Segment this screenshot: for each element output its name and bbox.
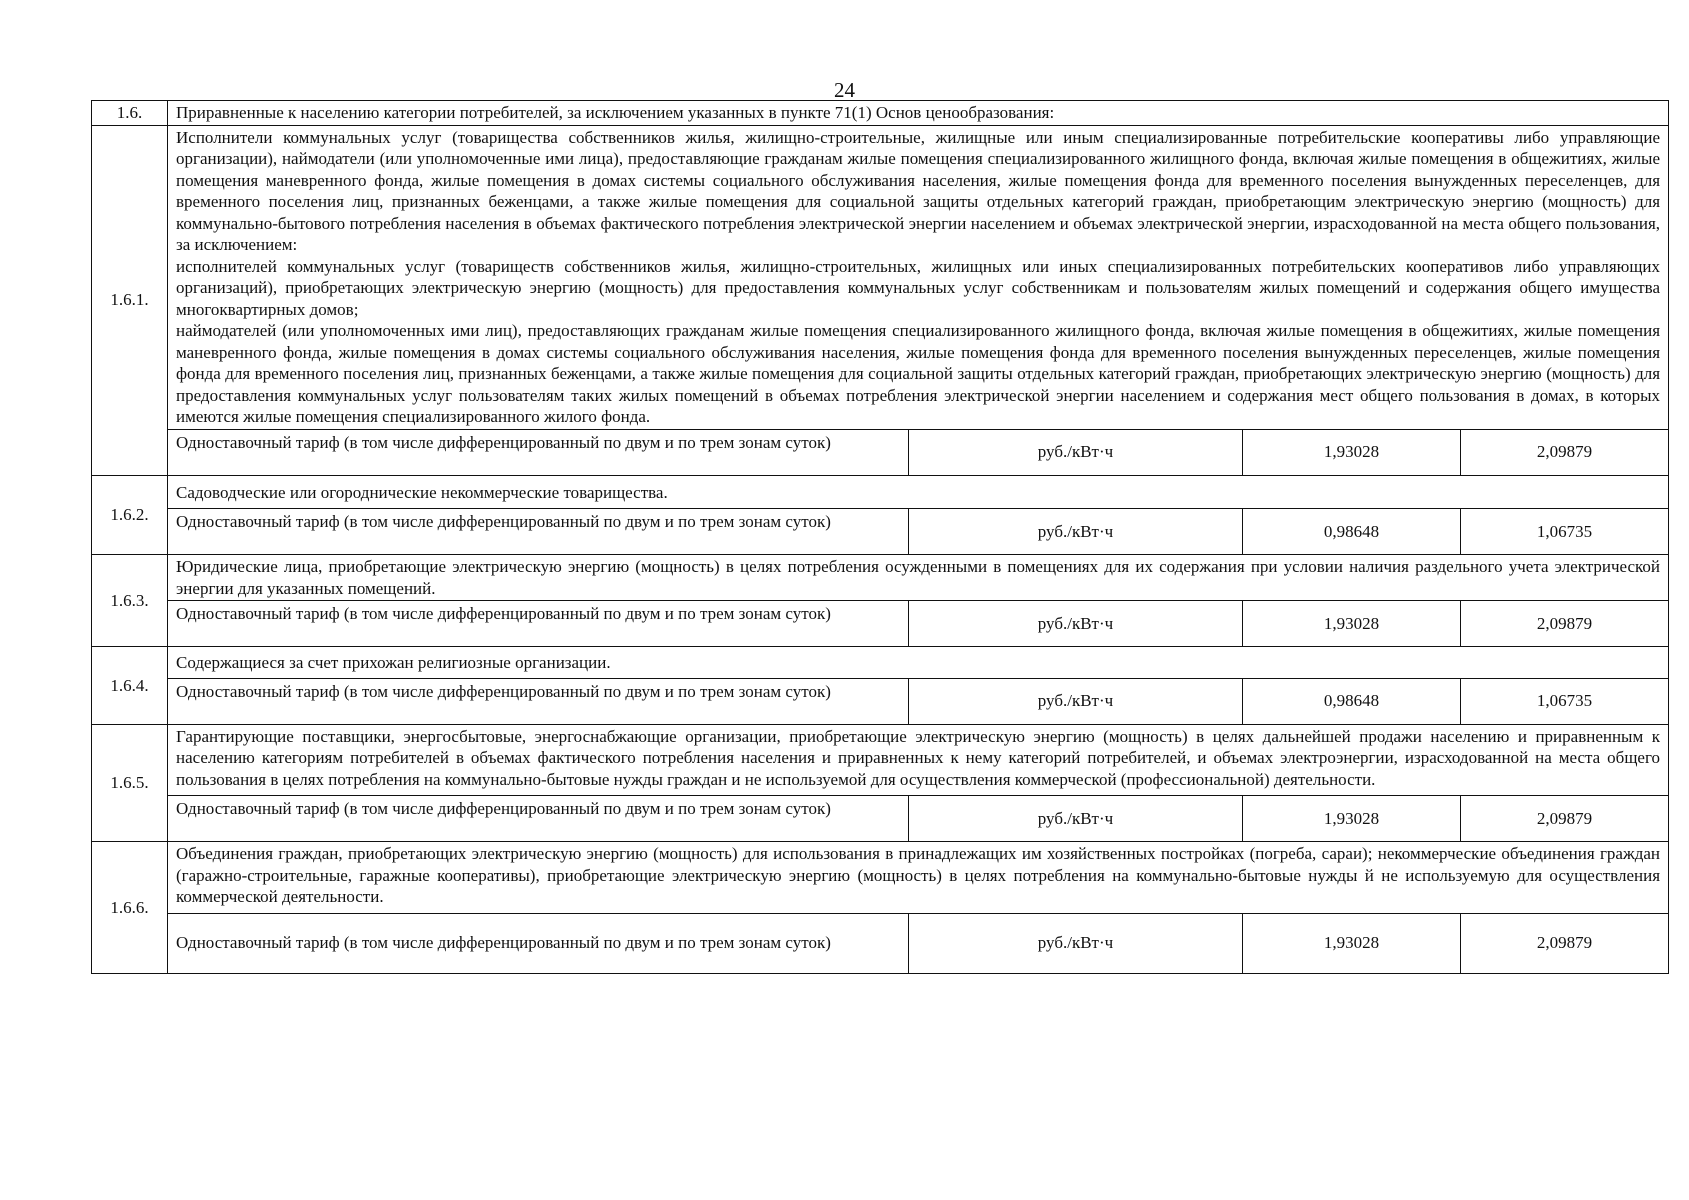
group-number: 1.6.5. <box>92 724 168 842</box>
tariff-row <box>92 678 1669 724</box>
description-paragraph: Садоводческие или огороднические некоммерческие товарищества. <box>176 482 668 502</box>
tariff-unit: руб./кВт·ч <box>909 429 1243 475</box>
description-paragraph: Содержащиеся за счет прихожан религиозные организации. <box>176 653 611 672</box>
group-number: 1.6.6. <box>92 842 168 974</box>
tariff-value-1: 1,93028 <box>1243 601 1461 647</box>
group-description <box>168 647 1669 679</box>
tariff-name: Одноставочный тариф (в том числе дифференцированный по двум и по трем зонам суток) <box>168 796 909 842</box>
group-description <box>168 125 1669 429</box>
tariff-value-2: 1,06735 <box>1461 678 1669 724</box>
tariff-unit: руб./кВт·ч <box>909 796 1243 842</box>
tariff-table <box>91 100 1669 974</box>
group-description <box>168 724 1669 796</box>
page-number: 24 <box>834 78 855 102</box>
tariff-name: Одноставочный тариф (в том числе дифференцированный по двум и по трем зонам суток) <box>168 509 909 555</box>
section-row <box>92 101 1669 126</box>
tariff-name: Одноставочный тариф (в том числе дифференцированный по двум и по трем зонам суток) <box>168 601 909 647</box>
tariff-row <box>92 509 1669 555</box>
tariff-value-2: 2,09879 <box>1461 796 1669 842</box>
tariff-name: Одноставочный тариф (в том числе дифференцированный по двум и по трем зонам суток) <box>168 913 909 973</box>
group-description <box>168 475 1669 509</box>
description-paragraph: Объединения граждан, приобретающих электрическую энергию (мощность) для использования в принадлежащих им хозяйственных постройках (погреба, сараи); некоммерческие объединения граждан (гаражно-строительные, гаражные кооперативы), приобретающие электрическую энергию (мощность) в целях потребления на коммунально-бытовые нужды й не используемую для осуществления коммерческой деятельности. <box>176 844 1661 906</box>
group-number: 1.6.3. <box>92 555 168 647</box>
tariff-row <box>92 601 1669 647</box>
group-description <box>168 555 1669 601</box>
tariff-row <box>92 796 1669 842</box>
tariff-row <box>92 429 1669 475</box>
section-title: Приравненные к населению категории потребителей, за исключением указанных в пункте 71(1) Основ ценообразования: <box>168 101 1669 126</box>
tariff-value-2: 2,09879 <box>1461 913 1669 973</box>
description-paragraph: Гарантирующие поставщики, энергосбытовые, энергоснабжающие организации, приобретающие электрическую энергию (мощность) в целях дальнейшей продажи населению и приравненным к населению категориям потребителей в объемах фактического потребления населения и приравненных к нему категорий потребителей, и объемах электроэнергии, израсходованной на места общего пользования в целях потребления на коммунально-бытовые нужды граждан и не используемой для осуществления коммерческой (профессиональной) деятельности. <box>176 726 1661 789</box>
group-description-row <box>92 842 1669 914</box>
group-description-row <box>92 555 1669 601</box>
group-description <box>168 842 1669 914</box>
description-paragraph: исполнителей коммунальных услуг (товариществ собственников жилья, жилищно-строительных, жилищных или иных специализированных потребительских кооперативов либо управляющих организаций), приобретающих электрическую энергию (мощность) для предоставления коммунальных услуг собственникам и пользователям жилых помещений и содержания общего имущества многоквартирных домов; <box>176 256 1661 319</box>
group-number: 1.6.4. <box>92 647 168 725</box>
description-paragraph: наймодателей (или уполномоченных ими лиц), предоставляющих гражданам жилые помещения специализированного жилищного фонда, включая жилые помещения в общежитиях, жилые помещения маневренного фонда, жилые помещения в домах системы социального обслуживания населения, жилые помещения фонда для временного поселения вынужденных переселенцев, жилые помещения фонда для временного поселения лиц, признанных беженцами, а также жилые помещения для социальной защиты отдельных категорий граждан, приобретающих электрическую энергию (мощность) для предоставления коммунальных услуг пользователям таких жилых помещений в объемах потребления электрической энергии населением и содержания мест общего пользования в домах, в которых имеются жилые помещения специализированного жилого фонда. <box>176 321 1661 426</box>
group-description-row <box>92 724 1669 796</box>
tariff-value-1: 1,93028 <box>1243 913 1461 973</box>
tariff-row <box>92 913 1669 973</box>
tariff-name: Одноставочный тариф (в том числе дифференцированный по двум и по трем зонам суток) <box>168 678 909 724</box>
group-description-row <box>92 475 1669 509</box>
tariff-value-2: 2,09879 <box>1461 429 1669 475</box>
tariff-value-1: 0,98648 <box>1243 678 1461 724</box>
group-number: 1.6.1. <box>92 125 168 475</box>
tariff-value-1: 1,93028 <box>1243 429 1461 475</box>
group-number: 1.6.2. <box>92 475 168 555</box>
description-paragraph: Юридические лица, приобретающие электрическую энергию (мощность) в целях потребления осужденными в помещениях для их содержания при условии наличия раздельного учета электрической энергии для указанных помещений. <box>176 557 1661 598</box>
section-number: 1.6. <box>92 101 168 126</box>
tariff-value-1: 1,93028 <box>1243 796 1461 842</box>
tariff-value-2: 2,09879 <box>1461 601 1669 647</box>
tariff-unit: руб./кВт·ч <box>909 601 1243 647</box>
tariff-unit: руб./кВт·ч <box>909 913 1243 973</box>
tariff-unit: руб./кВт·ч <box>909 509 1243 555</box>
tariff-value-1: 0,98648 <box>1243 509 1461 555</box>
description-paragraph: Исполнители коммунальных услуг (товарищества собственников жилья, жилищно-строительные, жилищные или иным специализированные потребительские кооперативы либо управляющие организации), наймодатели (или уполномоченные ими лица), предоставляющие гражданам жилые помещения специализированного жилищного фонда, включая жилые помещения в общежитиях, жилые помещения маневренного фонда, жилые помещения в домах системы социального обслуживания населения, жилые помещения фонда для временного поселения вынужденных переселенцев, для временного поселения лиц, признанных беженцами, а также жилые помещения для социальной защиты отдельных категорий граждан, приобретающим электрическую энергию (мощность) для коммунально-бытового потребления населения в объемах фактического потребления электрической энергии населением и объемах электрической энергии, израсходованной на места общего пользования, за исключением: <box>176 127 1661 254</box>
tariff-name: Одноставочный тариф (в том числе дифференцированный по двум и по трем зонам суток) <box>168 429 909 475</box>
group-description-row <box>92 647 1669 679</box>
tariff-value-2: 1,06735 <box>1461 509 1669 555</box>
group-description-row <box>92 125 1669 429</box>
tariff-unit: руб./кВт·ч <box>909 678 1243 724</box>
